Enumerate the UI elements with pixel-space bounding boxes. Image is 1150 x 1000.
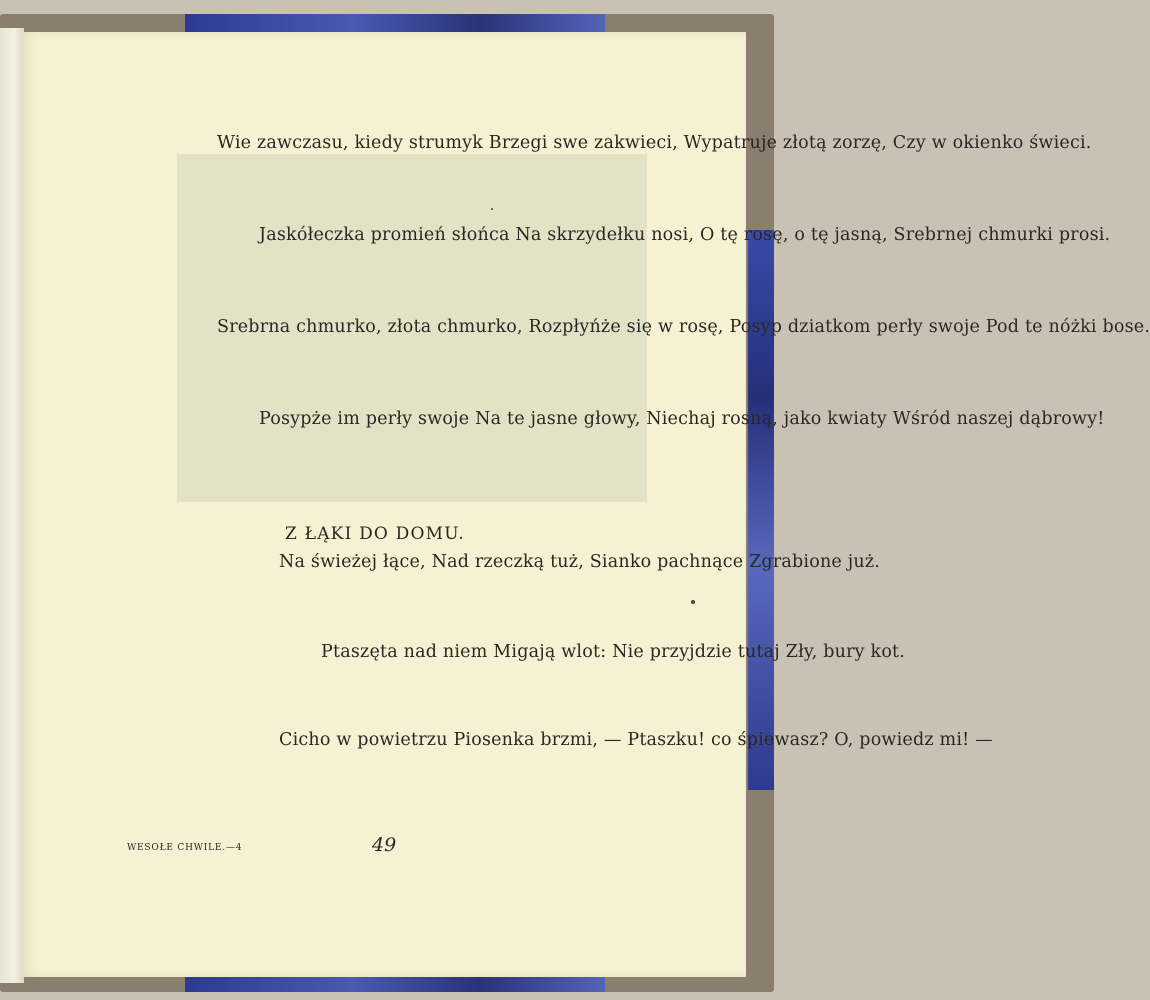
poem-line: Sianko pachnące (589, 552, 744, 572)
poem2-part-2 (321, 641, 905, 664)
poem-line: Ptaszęta nad niem (321, 642, 488, 662)
poem-stanza-1 (217, 132, 1092, 155)
poem-line: Nie przyjdzie tutaj (612, 642, 780, 662)
page-number: 49 (372, 834, 397, 856)
poem-line: Pod te nóżki bose. (985, 317, 1150, 337)
poem-line: Nad rzeczką tuż, (431, 552, 584, 572)
poem-line: Na skrzydełku nosi, (515, 225, 695, 245)
poem-stanza-4 (259, 408, 1105, 431)
poem-line: Rozpłyńże się w rosę, (528, 317, 724, 337)
poem-stanza-3 (217, 316, 1150, 339)
poem-line: Srebrna chmurko, złota chmurko, (217, 317, 523, 337)
signature-mark: WESOŁE CHWILE.—4 (127, 843, 243, 853)
poem-line: Piosenka brzmi, (453, 730, 599, 750)
poem2-part-3 (279, 729, 993, 752)
poem-line: Zgrabione już. (749, 552, 881, 572)
poem-line: Zły, bury kot. (785, 642, 906, 662)
poem-stanza-2 (259, 224, 1110, 247)
poem-line: Posyp dziatkom perły swoje (729, 317, 981, 337)
poem-line: Posypże im perły swoje (259, 409, 470, 429)
poem-line: — Ptaszku! co śpiewasz? (603, 730, 829, 750)
poem-line: O tę rosę, o tę jasną, (699, 225, 888, 245)
poem-line: Brzegi swe zakwieci, (488, 133, 678, 153)
page-edge (0, 28, 24, 983)
poem-line: Srebrnej chmurki prosi. (893, 225, 1111, 245)
poem-line: Cicho w powietrzu (279, 730, 448, 750)
poem-line: Migają wlot: (493, 642, 607, 662)
paper-speck (491, 208, 493, 210)
poem-line: Na te jasne głowy, (475, 409, 641, 429)
poem-line: Czy w okienko świeci. (892, 133, 1092, 153)
poem-title: Z ŁĄKI DO DOMU. (285, 524, 465, 544)
poem-line: Wypatruje złotą zorzę, (683, 133, 888, 153)
paper-speck (691, 600, 695, 604)
poem-line: Wśród naszej dąbrowy! (892, 409, 1105, 429)
poem2-part-1 (279, 551, 880, 574)
cover-marbling-right (748, 230, 774, 790)
poem-line: O, powiedz mi! — (834, 730, 993, 750)
poem-line: Jaskółeczka promień słońca (259, 225, 510, 245)
poem-line: Na świeżej łące, (279, 552, 426, 572)
poem-line: Wie zawczasu, kiedy strumyk (217, 133, 484, 153)
poem-line: Niechaj rosną, jako kwiaty (646, 409, 888, 429)
